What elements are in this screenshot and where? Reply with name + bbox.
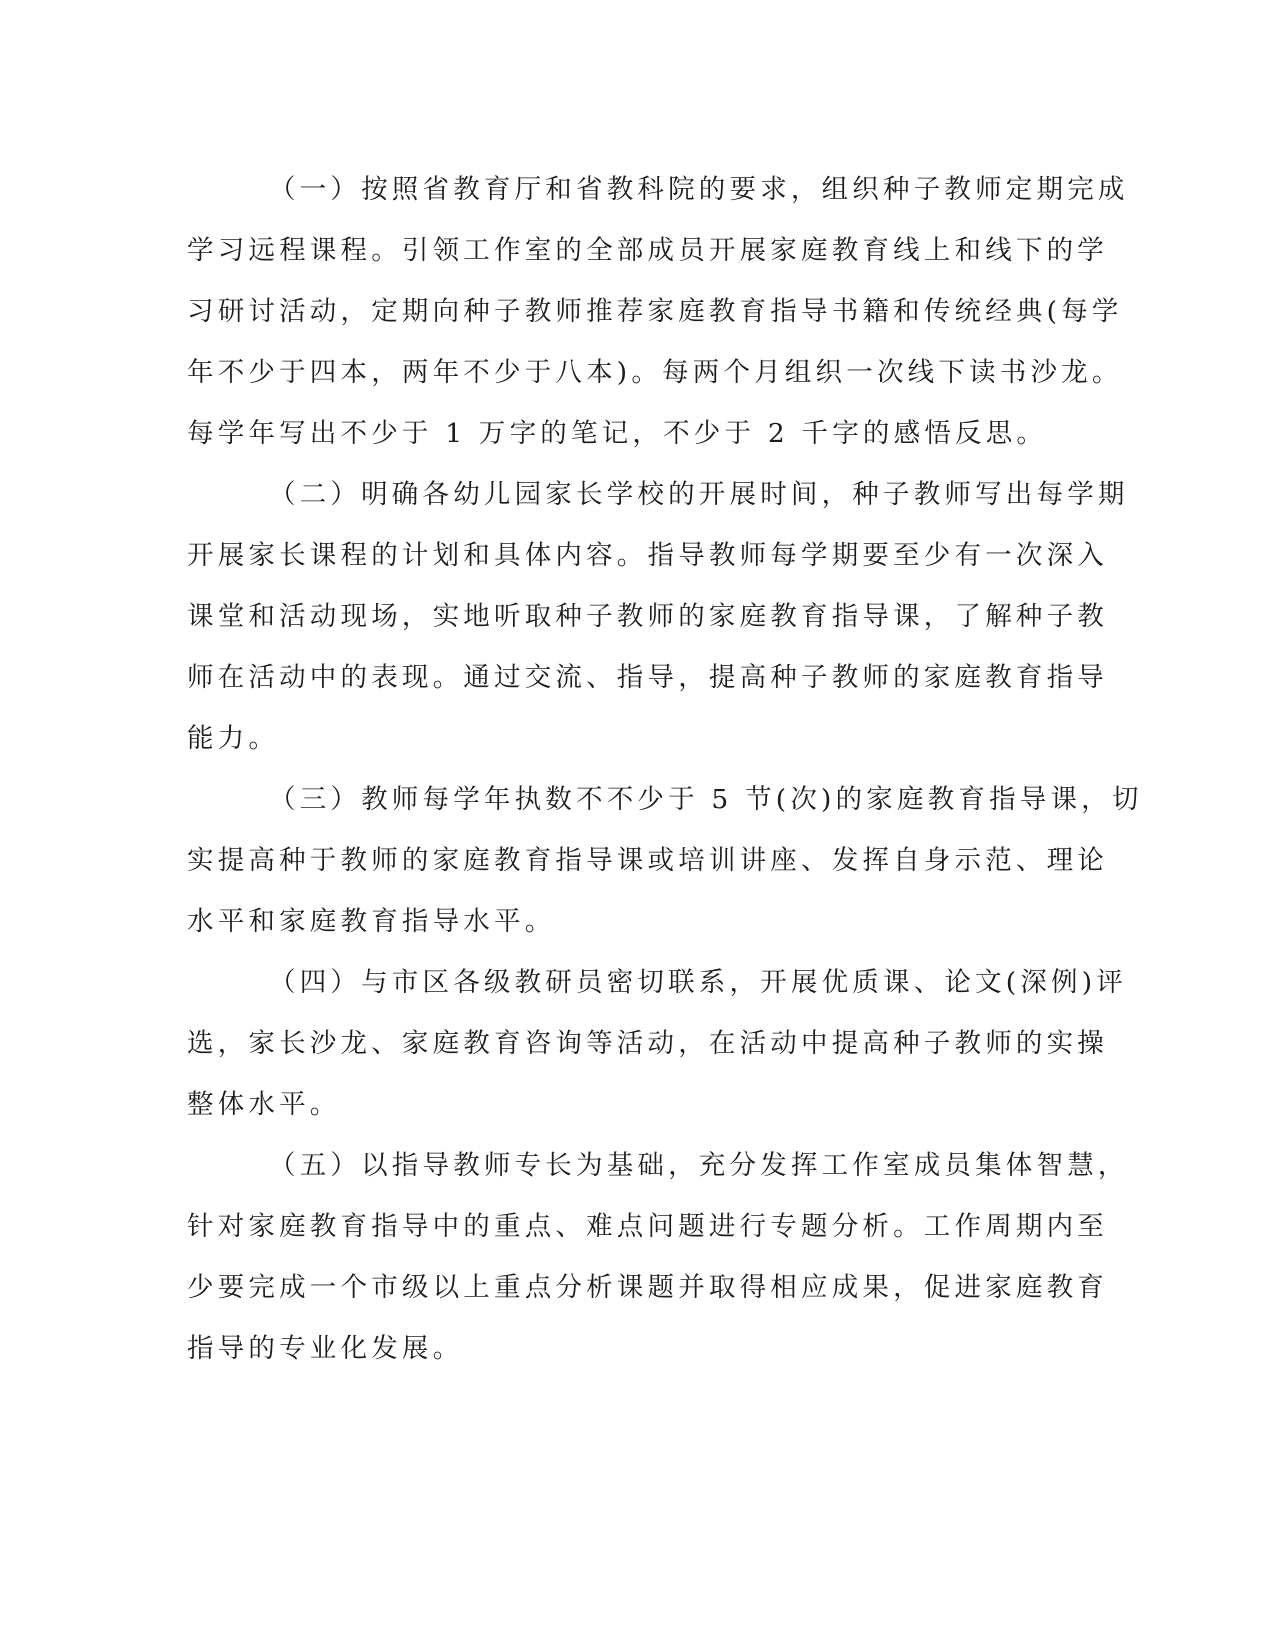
- paragraph-line: 针对家庭教育指导中的重点、难点问题进行专题分析。工作周期内至: [187, 1211, 1108, 1242]
- paragraph-line: 指导的专业化发展。: [187, 1333, 464, 1364]
- paragraph-line: （三）教师每学年执数不不少于 5 节(次)的家庭教育指导课，切: [269, 784, 1143, 815]
- paragraph-line: 每学年写出不少于 1 万字的笔记，不少于 2 千字的感悟反思。: [187, 418, 1048, 449]
- paragraph-line: 少要完成一个市级以上重点分析课题并取得相应成果，促进家庭教育: [187, 1272, 1108, 1303]
- paragraph-line: （五）以指导教师专长为基础，充分发挥工作室成员集体智慧，: [269, 1150, 1129, 1181]
- paragraph-line: 习研讨活动，定期向种子教师推荐家庭教育指导书籍和传统经典(每学: [187, 296, 1123, 327]
- paragraph-line: 选，家长沙龙、家庭教育咨询等活动，在活动中提高种子教师的实操: [187, 1028, 1108, 1059]
- paragraph-line: （四）与市区各级教研员密切联系，开展优质课、论文(深例)评: [269, 967, 1127, 998]
- paragraph-line: 整体水平。: [187, 1089, 341, 1120]
- paragraph-line: （一）按照省教育厅和省教科院的要求，组织种子教师定期完成: [269, 174, 1129, 205]
- paragraph-line: 学习远程课程。引领工作室的全部成员开展家庭教育线上和线下的学: [187, 235, 1108, 266]
- paragraph-line: 课堂和活动现场，实地听取种子教师的家庭教育指导课，了解种子教: [187, 601, 1108, 632]
- paragraph-3: [187, 769, 1143, 952]
- document-body: [187, 159, 1143, 1379]
- paragraph-line: 师在活动中的表现。通过交流、指导，提高种子教师的家庭教育指导: [187, 662, 1108, 693]
- paragraph-4: [187, 952, 1127, 1135]
- paragraph-1: [187, 159, 1129, 464]
- paragraph-line: 开展家长课程的计划和具体内容。指导教师每学期要至少有一次深入: [187, 540, 1108, 571]
- paragraph-line: 实提高种于教师的家庭教育指导课或培训讲座、发挥自身示范、理论: [187, 845, 1108, 876]
- paragraph-2: [187, 464, 1129, 769]
- paragraph-line: 年不少于四本，两年不少于八本)。每两个月组织一次线下读书沙龙。: [187, 357, 1123, 388]
- paragraph-line: 水平和家庭教育指导水平。: [187, 906, 556, 937]
- paragraph-line: （二）明确各幼儿园家长学校的开展时间，种子教师写出每学期: [269, 479, 1129, 510]
- paragraph-5: [187, 1135, 1129, 1379]
- paragraph-line: 能力。: [187, 723, 280, 754]
